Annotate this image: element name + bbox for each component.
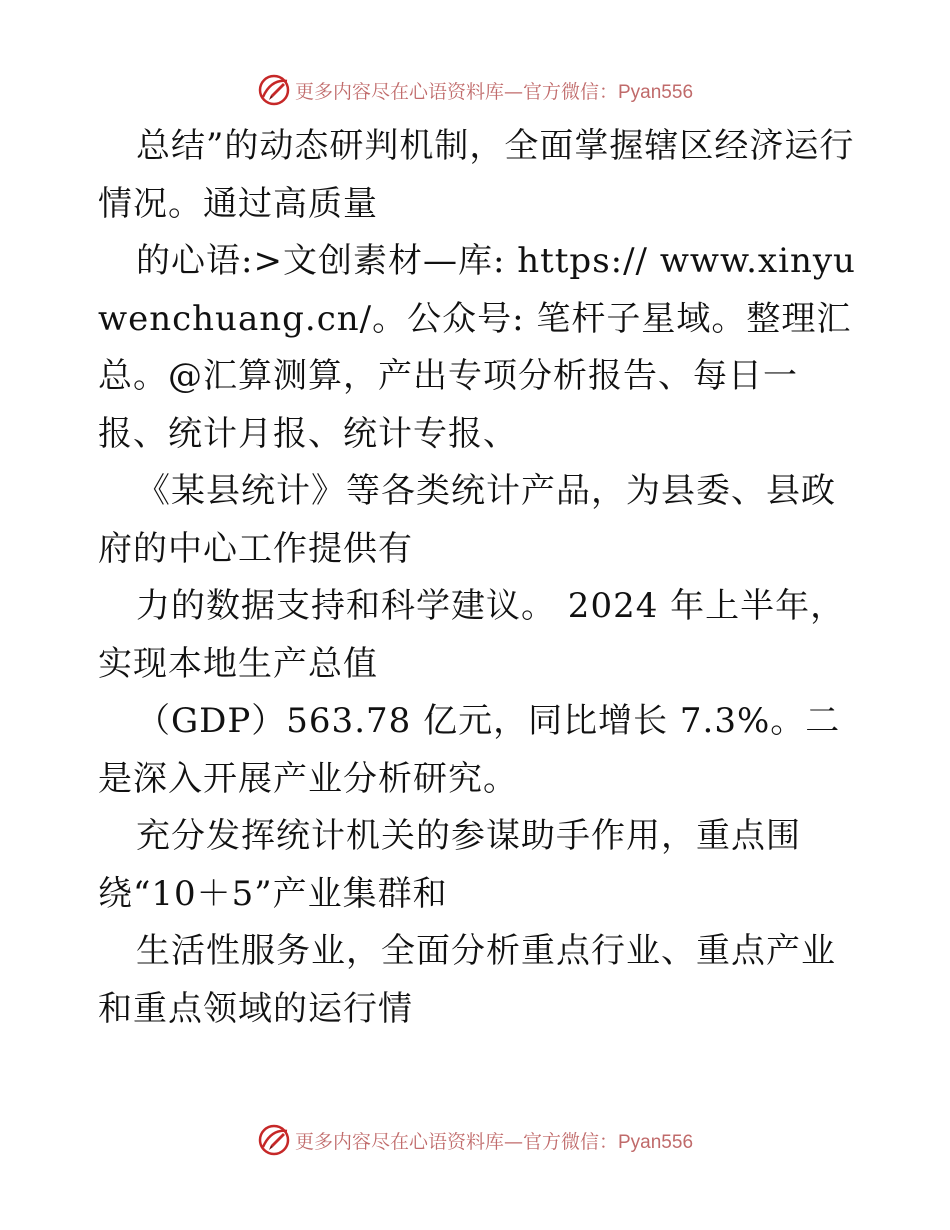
footer-banner bbox=[0, 1120, 950, 1160]
pen-logo-icon bbox=[257, 73, 291, 107]
footer-wechat-id: Pyan556 bbox=[618, 1131, 694, 1153]
paragraph-6: 充分发挥统计机关的参谋助手作用，重点围绕“10＋5”产业集群和 bbox=[98, 816, 801, 914]
paragraph-4: 力的数据支持和科学建议。 2024 年上半年，实现本地生产总值 bbox=[98, 586, 846, 684]
document-body bbox=[98, 118, 858, 1038]
header-banner bbox=[0, 70, 950, 110]
header-wechat-id: Pyan556 bbox=[618, 81, 694, 103]
paragraph-7: 生活性服务业，全面分析重点行业、重点产业和重点领域的运行情 bbox=[98, 931, 836, 1029]
footer-banner-text: 更多内容尽在心语资料库—官方微信：Pyan556 bbox=[294, 1130, 694, 1153]
pen-logo-icon bbox=[257, 1123, 291, 1157]
paragraph-2: 的心语:>文创素材—库: https:// www.xinyuwenchuang.cn/。公众号: 笔杆子星域。整理汇总。@汇算测算，产出专项分析报告、每日一报、统计月报、统计专报、 bbox=[98, 241, 856, 454]
header-banner-text: 更多内容尽在心语资料库—官方微信：Pyan556 bbox=[294, 80, 694, 103]
paragraph-1: 总结”的动态研判机制，全面掌握辖区经济运行情况。通过高质量 bbox=[98, 126, 855, 224]
paragraph-5: （GDP）563.78 亿元，同比增长 7.3%。二是深入开展产业分析研究。 bbox=[98, 701, 841, 799]
paragraph-3: 《某县统计》等各类统计产品，为县委、县政府的中心工作提供有 bbox=[98, 471, 836, 569]
